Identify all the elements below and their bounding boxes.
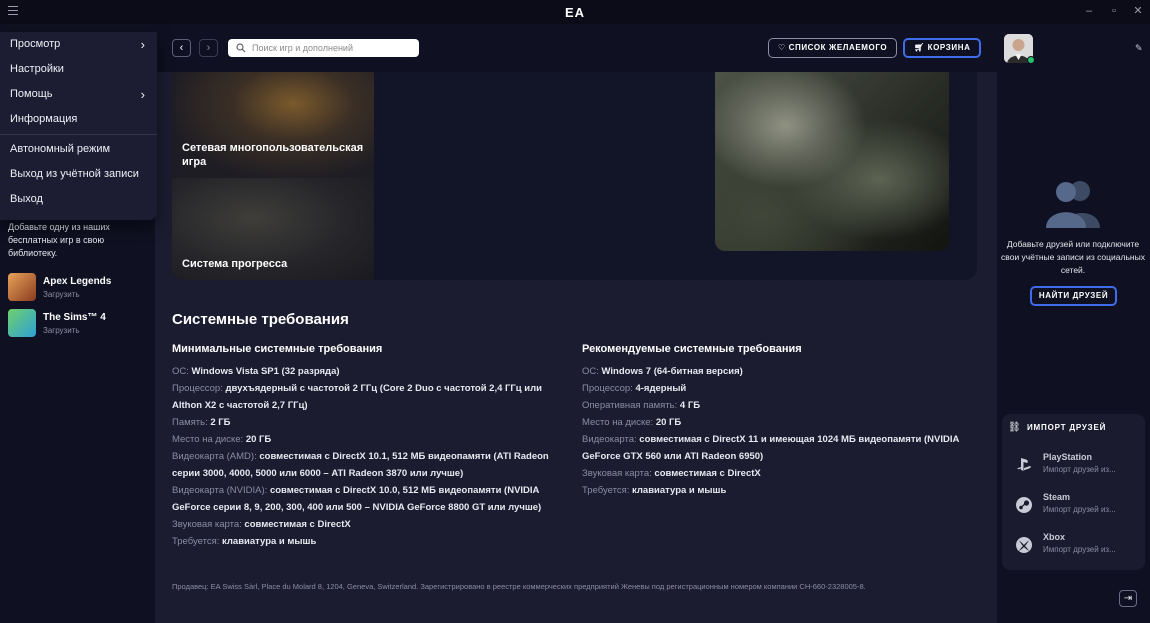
menu-item-settings[interactable] — [0, 57, 157, 82]
import-xbox[interactable] — [1015, 530, 1140, 560]
requirement-value: совместимая с DirectX 10.1, 512 МБ видеопамяти (ATI Radeon серии 3000, 4000, 5000 или 6000 – ATI Radeon 3870 или лучше) — [172, 451, 549, 479]
requirement-label: Видеокарта: — [582, 434, 637, 445]
xbox-icon — [1015, 536, 1033, 554]
requirement-value: совместимая с DirectX — [654, 468, 761, 479]
menu-divider — [0, 134, 157, 135]
chevron-right-icon: › — [140, 87, 145, 102]
requirement-label: Оперативная память: — [582, 400, 678, 411]
rec-requirements — [582, 343, 977, 499]
cart-button[interactable] — [903, 38, 981, 58]
hamburger-icon[interactable] — [8, 6, 18, 16]
wishlist-label: СПИСОК ЖЕЛАЕМОГО — [788, 43, 888, 52]
requirement-row — [172, 380, 562, 414]
requirement-value: 2 ГБ — [210, 417, 231, 428]
main-menu-dropdown — [0, 32, 157, 220]
menu-item-browse[interactable] — [0, 32, 157, 57]
requirement-row — [582, 363, 977, 380]
menu-item-label: Информация — [10, 113, 78, 125]
app-title: EA — [564, 5, 586, 20]
import-steam[interactable] — [1015, 490, 1140, 520]
free-game-sims[interactable] — [8, 309, 148, 339]
requirement-row — [172, 363, 562, 380]
title-bar — [0, 0, 1150, 24]
import-source-name: PlayStation — [1043, 452, 1093, 462]
requirement-label: Процессор: — [582, 383, 633, 394]
game-action: Загрузить — [43, 326, 80, 335]
requirement-row — [582, 465, 977, 482]
requirement-label: Видеокарта (NVIDIA): — [172, 485, 268, 496]
the-sims-icon — [8, 309, 36, 337]
requirement-value: 4 ГБ — [679, 400, 701, 411]
free-games-promo: Добавьте одну из наших бесплатных игр в свою библиотеку. — [8, 222, 110, 258]
requirement-row — [582, 431, 977, 465]
menu-item-info[interactable] — [0, 107, 157, 132]
maximize-button[interactable]: ▫ — [1112, 5, 1116, 17]
menu-item-label: Выход из учётной записи — [10, 168, 139, 180]
online-status-dot — [1027, 56, 1035, 64]
menu-item-sign-out[interactable] — [0, 162, 157, 187]
friends-placeholder-icon — [1044, 178, 1104, 233]
game-name: The Sims™ 4 — [43, 312, 106, 323]
minimize-button[interactable]: – — [1085, 5, 1093, 17]
forward-button[interactable]: › — [199, 39, 218, 57]
search-input[interactable] — [252, 41, 412, 54]
menu-item-label: Помощь — [10, 88, 53, 100]
requirement-label: Требуется: — [582, 485, 630, 496]
requirement-row — [172, 431, 562, 448]
edit-icon[interactable]: ✎ — [1135, 43, 1143, 53]
menu-item-label: Автономный режим — [10, 143, 111, 155]
link-icon: ⛓ — [1008, 422, 1021, 433]
apex-legends-icon — [8, 273, 36, 301]
requirement-row — [172, 482, 562, 516]
requirement-row — [172, 533, 562, 550]
feature-label: Система прогресса — [182, 258, 288, 270]
close-button[interactable]: ✕ — [1133, 5, 1143, 17]
requirement-value: 20 ГБ — [245, 434, 272, 445]
playstation-icon — [1015, 456, 1033, 474]
search-box[interactable] — [228, 39, 419, 57]
menu-item-exit[interactable] — [0, 187, 157, 212]
free-game-apex[interactable] — [8, 273, 148, 303]
heart-icon: ♡ — [778, 43, 786, 52]
requirement-value: Windows 7 (64-битная версия) — [601, 366, 743, 377]
import-source-desc: Импорт друзей из... — [1043, 505, 1116, 514]
requirement-value: 20 ГБ — [655, 417, 682, 428]
chevron-right-icon: › — [140, 37, 145, 52]
requirement-value: совместимая с DirectX 11 и имеющая 1024 МБ видеопамяти (NVIDIA GeForce GTX 560 или ATI Radeon 6950) — [582, 434, 959, 462]
requirement-row — [172, 516, 562, 533]
main-content — [155, 72, 997, 623]
game-screenshot — [715, 72, 949, 251]
back-button[interactable]: ‹ — [172, 39, 191, 57]
search-icon — [236, 42, 246, 56]
requirement-label: Звуковая карта: — [172, 519, 242, 530]
requirement-value: совместимая с DirectX — [244, 519, 351, 530]
requirement-label: ОС: — [172, 366, 189, 377]
import-source-name: Steam — [1043, 492, 1071, 502]
import-source-name: Xbox — [1043, 532, 1066, 542]
requirement-value: двухъядерный с частотой 2 ГГц (Core 2 Duo с частотой 2,4 ГГц или Althon X2 с частотой 2,7 ГГц) — [172, 383, 542, 411]
rec-requirements-title: Рекомендуемые системные требования — [582, 343, 802, 355]
requirement-row — [582, 397, 977, 414]
cart-icon: 🛒︎ — [914, 43, 925, 52]
seller-info: Продавец: EA Swiss Sàrl, Place du Molard 8, 1204, Geneva, Switzerland. Зарегистрировано в реестре коммерческих предприятий Женевы под регистрационным номером компании CH-660-2328005-8. — [172, 582, 866, 591]
feature-tile-progression — [172, 178, 374, 280]
requirement-row — [582, 380, 977, 397]
import-source-desc: Импорт друзей из... — [1043, 545, 1116, 554]
feature-label: Сетевая многопользовательская игра — [182, 142, 364, 168]
find-friends-button[interactable]: НАЙТИ ДРУЗЕЙ — [1030, 286, 1117, 306]
requirement-row — [172, 448, 562, 482]
requirement-label: Видеокарта (AMD): — [172, 451, 257, 462]
requirement-label: Звуковая карта: — [582, 468, 652, 479]
requirement-row — [172, 414, 562, 431]
requirement-value: 4-ядерный — [635, 383, 687, 394]
min-requirements-title: Минимальные системные требования — [172, 343, 383, 355]
requirement-label: ОС: — [582, 366, 599, 377]
wishlist-button[interactable] — [768, 38, 897, 58]
requirement-value: клавиатура и мышь — [632, 485, 727, 496]
cart-label: КОРЗИНА — [927, 43, 971, 52]
game-action: Загрузить — [43, 290, 80, 299]
import-friends-title: ИМПОРТ ДРУЗЕЙ — [1027, 423, 1107, 432]
menu-item-offline-mode[interactable] — [0, 137, 157, 162]
requirement-label: Требуется: — [172, 536, 220, 547]
requirements-title: Системные требования — [172, 311, 349, 328]
requirement-row — [582, 482, 977, 499]
menu-item-label: Выход — [10, 193, 43, 205]
collapse-panel-icon[interactable]: ⇥ — [1119, 590, 1137, 607]
menu-item-help[interactable] — [0, 82, 157, 107]
steam-icon — [1015, 496, 1033, 514]
requirement-value: совместимая с DirectX 10.0, 512 МБ видеопамяти (NVIDIA GeForce серии 8, 9, 200, 300, 400 или 500 – NVIDIA GeForce 8800 GT или лучше) — [172, 485, 542, 513]
requirement-label: Место на диске: — [172, 434, 244, 445]
requirement-label: Место на диске: — [582, 417, 654, 428]
menu-item-label: Просмотр — [10, 38, 61, 50]
min-requirements — [172, 343, 562, 550]
game-name: Apex Legends — [43, 276, 112, 287]
requirement-row — [582, 414, 977, 431]
requirement-label: Процессор: — [172, 383, 223, 394]
requirement-value: клавиатура и мышь — [222, 536, 317, 547]
requirement-value: Windows Vista SP1 (32 разряда) — [191, 366, 340, 377]
friends-empty-text: Добавьте друзей или подключите свои учётные записи из социальных сетей. — [1001, 239, 1145, 275]
feature-tile-multiplayer — [172, 72, 374, 178]
menu-item-label: Настройки — [10, 63, 64, 75]
requirement-label: Память: — [172, 417, 208, 428]
import-source-desc: Импорт друзей из... — [1043, 465, 1116, 474]
features-card — [172, 72, 977, 280]
import-playstation[interactable] — [1015, 450, 1140, 480]
